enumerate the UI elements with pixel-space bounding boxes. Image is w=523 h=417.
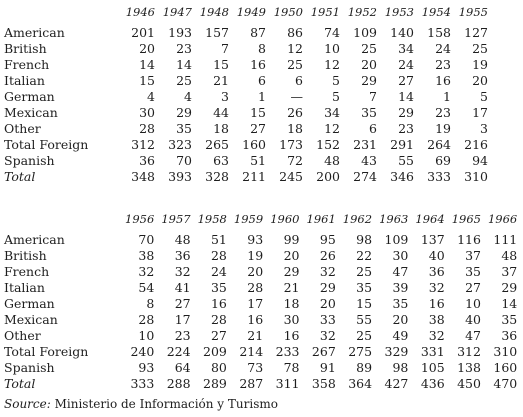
table-cell: 216 [464,137,488,152]
year-header: 1947 [162,5,192,19]
table-cell: 49 [392,328,409,343]
year-header: 1960 [270,212,300,226]
table-cell: 12 [287,41,303,56]
table-cell: 111 [493,232,518,247]
table-cell: 27 [398,73,414,88]
year-header: 1951 [310,5,340,19]
year-header-row [4,5,488,25]
table-cell: 48 [501,248,518,263]
table-cell: 224 [166,344,191,359]
table-row [4,376,517,392]
table-row [4,41,488,57]
table-cell: 70 [176,153,192,168]
table-cell: 470 [493,376,518,391]
table-cell: 35 [210,280,227,295]
table-row [4,232,517,248]
table-cell: 26 [287,105,303,120]
row-label: German [4,89,55,104]
table-cell: 24 [398,57,414,72]
table-cell: 8 [146,296,155,311]
table-cell: 33 [319,312,336,327]
table-cell: 287 [239,376,264,391]
row-label: Mexican [4,312,58,327]
table-cell: 12 [324,121,340,136]
table-cell: 25 [356,264,373,279]
table-cell: 38 [138,248,155,263]
table-row [4,328,517,344]
table-cell: 29 [361,73,377,88]
table-row [4,312,517,328]
table-cell: 29 [398,105,414,120]
row-label: French [4,264,50,279]
source-text: Ministerio de Información y Turismo [50,397,278,411]
table-cell: 28 [138,312,155,327]
year-header: 1961 [306,212,336,226]
table-cell: 80 [210,360,227,375]
table-cell: 5 [480,89,488,104]
table-cell: 35 [501,312,518,327]
table-cell: 32 [319,264,336,279]
table-cell: 17 [174,312,191,327]
table-cell: 74 [324,25,340,40]
table-cell: 23 [398,121,414,136]
table-cell: 35 [361,105,377,120]
table-cell: 7 [221,41,229,56]
table-cell: 14 [139,57,155,72]
row-label: German [4,296,55,311]
table-cell: 21 [247,328,264,343]
table-cell: 311 [275,376,300,391]
table-cell: 10 [324,41,340,56]
table-cell: 289 [203,376,227,391]
table-cell: 16 [428,296,445,311]
table-cell: 310 [464,169,488,184]
table-cell: 28 [210,312,227,327]
table-cell: 127 [464,25,488,40]
films-table-1946-1955 [4,5,488,185]
table-cell: 6 [369,121,377,136]
table-cell: 17 [472,105,488,120]
table-cell: 47 [392,264,409,279]
table-cell: 158 [427,25,451,40]
year-header: 1954 [421,5,451,19]
table-cell: 51 [210,232,227,247]
row-label: Other [4,328,41,343]
year-header-row [4,212,517,232]
table-cell: 16 [250,57,266,72]
table-cell: 26 [319,248,336,263]
table-row [4,264,517,280]
table-cell: 20 [283,248,300,263]
table-cell: 16 [283,328,300,343]
table-row [4,25,488,41]
table-cell: 15 [250,105,266,120]
table-cell: 44 [213,105,229,120]
table-cell: 35 [176,121,192,136]
table-cell: 19 [435,121,451,136]
table-row [4,344,517,360]
table-row [4,137,488,153]
row-label: French [4,57,50,72]
table-cell: 14 [398,89,414,104]
table-cell: 25 [361,41,377,56]
table-cell: 27 [174,296,191,311]
table-cell: 70 [138,232,155,247]
row-label: Total [4,169,36,184]
table-row [4,248,517,264]
table-cell: 1 [443,89,451,104]
table-cell: 30 [283,312,300,327]
films-table-1956-1966 [4,212,517,392]
table-cell: 89 [356,360,373,375]
table-cell: 48 [324,153,340,168]
year-header: 1946 [125,5,155,19]
table-cell: 30 [139,105,155,120]
table-cell: 265 [205,137,229,152]
table-cell: 10 [465,296,481,311]
table-cell: 310 [493,344,518,359]
table-cell: 28 [247,280,264,295]
table-cell: 348 [131,169,155,184]
table-cell: 116 [457,232,481,247]
table-cell: 28 [139,121,155,136]
table-cell: 427 [384,376,409,391]
year-header: 1958 [197,212,227,226]
row-label: Spanish [4,153,55,168]
table-cell: 157 [205,25,229,40]
table-cell: 10 [138,328,155,343]
table-cell: 5 [332,89,340,104]
table-cell: 6 [258,73,266,88]
table-cell: 35 [392,296,409,311]
table-row [4,153,488,169]
table-cell: 27 [250,121,266,136]
table-cell: 20 [247,264,264,279]
row-label: Other [4,121,41,136]
table-row [4,280,517,296]
table-cell: 20 [472,73,488,88]
table-cell: 1 [258,89,266,104]
table-cell: 450 [457,376,481,391]
table-cell: 34 [324,105,340,120]
source-note [4,397,278,411]
table-cell: 209 [203,344,227,359]
table-cell: 17 [247,296,264,311]
table-cell: 329 [384,344,409,359]
year-header: 1957 [161,212,191,226]
row-label: British [4,248,47,263]
year-header: 1956 [125,212,155,226]
table-row [4,73,488,89]
table-cell: 38 [428,312,445,327]
table-cell: 94 [472,153,488,168]
table-cell: 160 [242,137,266,152]
table-cell: 47 [465,328,481,343]
table-cell: 98 [356,232,373,247]
table-cell: — [290,89,303,104]
table-cell: 30 [392,248,409,263]
table-cell: 7 [369,89,377,104]
year-header: 1964 [415,212,445,226]
year-header: 1959 [233,212,264,226]
year-header: 1965 [451,212,481,226]
year-header: 1966 [487,212,518,226]
table-cell: 32 [428,280,445,295]
table-cell: 19 [247,248,264,263]
table-cell: 288 [166,376,191,391]
table-cell: 138 [457,360,481,375]
table-cell: 87 [250,25,266,40]
table-cell: 32 [428,328,445,343]
table-row [4,169,488,185]
table-cell: 364 [348,376,373,391]
table-cell: 19 [472,57,488,72]
table-cell: 25 [287,57,303,72]
table-cell: 93 [138,360,155,375]
table-cell: 346 [390,169,414,184]
table-cell: 25 [472,41,488,56]
row-label: American [4,232,65,247]
table-cell: 312 [131,137,155,152]
table-cell: 36 [428,264,445,279]
table-cell: 20 [361,57,377,72]
table-cell: 109 [384,232,409,247]
table-cell: 24 [210,264,227,279]
table-cell: 393 [168,169,192,184]
year-header: 1953 [384,5,414,19]
table-cell: 140 [390,25,414,40]
table-cell: 333 [427,169,451,184]
table-cell: 64 [174,360,191,375]
table-cell: 37 [465,248,481,263]
table-cell: 264 [427,137,451,152]
table-cell: 98 [392,360,409,375]
table-cell: 231 [353,137,377,152]
table-cell: 43 [361,153,377,168]
table-cell: 29 [176,105,192,120]
table-cell: 193 [168,25,192,40]
table-cell: 29 [319,280,336,295]
header-blank [4,5,118,25]
table-cell: 28 [210,248,227,263]
table-cell: 34 [398,41,414,56]
row-label: Mexican [4,105,58,120]
table-cell: 41 [174,280,191,295]
table-cell: 40 [465,312,481,327]
row-label: Spanish [4,360,55,375]
table-cell: 32 [319,328,336,343]
table-cell: 86 [287,25,303,40]
table-cell: 8 [258,41,266,56]
table-cell: 73 [247,360,264,375]
table-cell: 240 [130,344,155,359]
table-cell: 137 [420,232,445,247]
table-row [4,57,488,73]
table-cell: 69 [435,153,451,168]
year-header: 1950 [273,5,303,19]
table-cell: 105 [420,360,445,375]
table-cell: 23 [174,328,191,343]
table-cell: 15 [356,296,373,311]
table-cell: 40 [428,248,445,263]
table-cell: 23 [435,105,451,120]
table-cell: 25 [356,328,373,343]
table-cell: 25 [176,73,192,88]
row-label: Total [4,376,36,391]
table-cell: 3 [480,121,488,136]
table-cell: 32 [174,264,191,279]
table-cell: 323 [168,137,192,152]
table-cell: 3 [221,89,229,104]
table-cell: 21 [283,280,300,295]
table-cell: 152 [316,137,340,152]
table-cell: 333 [130,376,155,391]
table-cell: 15 [139,73,155,88]
row-label: British [4,41,47,56]
year-header: 1952 [347,5,377,19]
table-cell: 55 [398,153,414,168]
table-cell: 99 [283,232,300,247]
table-cell: 54 [138,280,155,295]
table-cell: 21 [213,73,229,88]
table-cell: 436 [420,376,445,391]
row-label: Total Foreign [4,137,89,152]
table-row [4,296,517,312]
table-cell: 20 [392,312,409,327]
table-cell: 95 [319,232,336,247]
table-row [4,360,517,376]
year-header: 1962 [342,212,373,226]
table-cell: 93 [247,232,264,247]
table-cell: 331 [420,344,445,359]
table-cell: 20 [139,41,155,56]
table-cell: 63 [213,153,229,168]
table-cell: 18 [213,121,229,136]
table-cell: 160 [493,360,518,375]
table-cell: 35 [465,264,481,279]
year-header: 1963 [379,212,409,226]
table-cell: 36 [501,328,518,343]
table-cell: 109 [353,25,377,40]
table-cell: 274 [353,169,377,184]
table-cell: 211 [242,169,266,184]
table-cell: 29 [283,264,300,279]
row-label: Total Foreign [4,344,89,359]
table-cell: 36 [174,248,191,263]
table-cell: 6 [295,73,303,88]
table-cell: 22 [356,248,373,263]
table-cell: 91 [319,360,336,375]
table-cell: 29 [501,280,518,295]
table-cell: 27 [465,280,481,295]
table-cell: 12 [324,57,340,72]
table-cell: 14 [176,57,192,72]
table-cell: 37 [501,264,518,279]
year-header: 1948 [199,5,229,19]
table-cell: 32 [138,264,155,279]
table-cell: 16 [435,73,451,88]
table-cell: 328 [205,169,229,184]
table-cell: 27 [210,328,227,343]
table-cell: 39 [392,280,409,295]
table-cell: 36 [139,153,155,168]
table-cell: 23 [176,41,192,56]
table-cell: 24 [435,41,451,56]
table-cell: 78 [283,360,300,375]
table-cell: 55 [356,312,373,327]
table-cell: 14 [501,296,518,311]
table-cell: 267 [311,344,336,359]
table-cell: 35 [356,280,373,295]
year-header: 1955 [458,5,488,19]
table-cell: 18 [287,121,303,136]
table-cell: 16 [210,296,227,311]
table-cell: 214 [239,344,264,359]
table-cell: 358 [311,376,336,391]
table-cell: 275 [348,344,373,359]
table-cell: 200 [316,169,340,184]
table-row [4,121,488,137]
table-cell: 20 [319,296,336,311]
table-cell: 245 [279,169,303,184]
row-label: American [4,25,65,40]
table-cell: 18 [283,296,300,311]
table-row [4,89,488,105]
row-label: Italian [4,280,45,295]
source-label: Source: [4,397,51,411]
table-cell: 233 [275,344,300,359]
header-blank [4,212,118,232]
table-cell: 4 [184,89,192,104]
table-cell: 51 [250,153,266,168]
table-cell: 173 [279,137,303,152]
table-cell: 4 [147,89,155,104]
row-label: Italian [4,73,45,88]
table-cell: 72 [287,153,303,168]
table-row [4,105,488,121]
table-cell: 15 [213,57,229,72]
table-cell: 5 [332,73,340,88]
year-header: 1949 [236,5,266,19]
table-cell: 23 [435,57,451,72]
table-cell: 48 [174,232,191,247]
table-cell: 201 [131,25,155,40]
table-cell: 291 [390,137,414,152]
table-cell: 16 [247,312,264,327]
table-cell: 312 [457,344,481,359]
